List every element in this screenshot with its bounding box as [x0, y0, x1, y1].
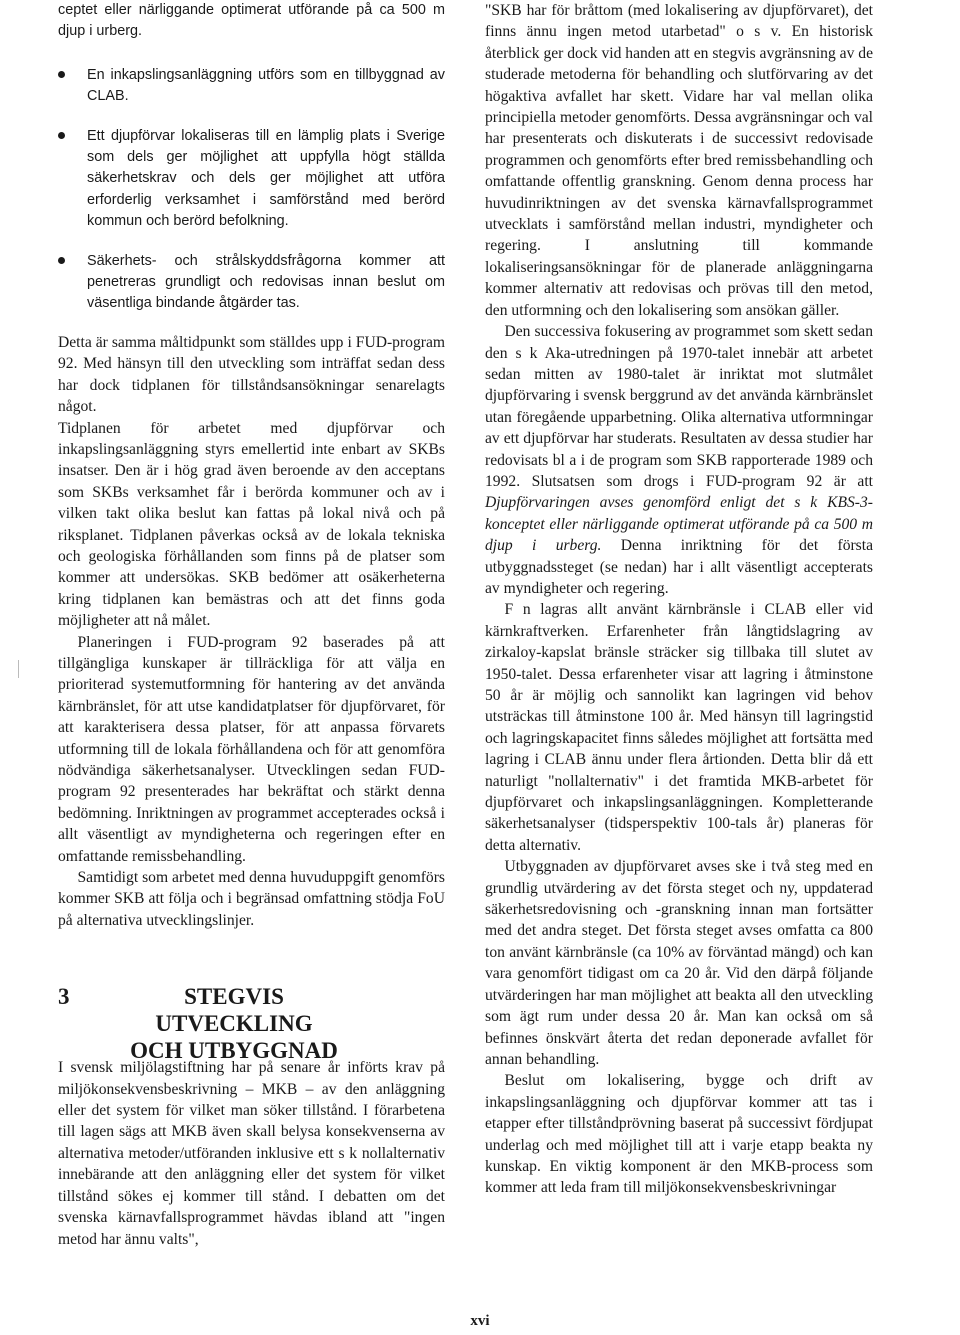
paragraph-text: Den successiva fokusering av programmet som skett sedan den s k Aka-utredningen på 1970-talet innebär att arbetet sedan mitten av 1980-talet är inriktat mot slutmålet djupförvaring i svensk berggrund av det använda kärnbränslet utan föregående upparbetning. Olika alternativa utformningar av ett djupförvar har studerats. Resultaten av dessa studier har redovisats bl a i de program som SKB rapporterade 1989 och 1992. Slutsatsen som drogs i FUD-program 92 är att: [485, 323, 873, 490]
bullet-icon: [58, 257, 65, 264]
paragraph: Samtidigt som arbetet med denna huvuduppgift genomförs kommer SKB att följa och i begränsad omfattning stödja FoU på alternativa utvecklingslinjer.: [58, 869, 445, 929]
section-title-line: OCH UTBYGGNAD: [130, 1038, 338, 1064]
paragraph: F n lagras allt använt kärnbränsle i CLAB eller vid kärnkraftverken. Erfarenheter från långtidslagring av zirkaloy-kapslat bränsle sträcker sig tillbaka till slutet av 1950-talet. Dessa erfarenheter visar att lagring i åtminstone 50 år är möjlig och sannolikt kan lagringen vid behov utsträckas till åtminstone 100 år. Med hänsyn till lagringstid och lagringskapacitet finns således möjlighet att fortsätta med lagring i CLAB ännu under flera årtionden. Detta blir då ett naturligt "nollalternativ" i det framtida MKB-arbetet för djupförvaret och inkapslingsanläggningen. Kompletterande säkerhetsanalyser (tidsperspektiv 100-tals år) planeras för detta alternativ.: [485, 601, 873, 854]
section-heading: [58, 983, 445, 1064]
list-item: [58, 251, 445, 315]
page-number: xvi: [470, 1313, 490, 1329]
list-item: [58, 65, 445, 108]
left-column: [58, 0, 445, 1250]
bullet-text: Säkerhets- och strålskyddsfrågorna kommer att penetreras grundligt och redovisas innan beslut om väsentliga bindande åtgärder tas.: [87, 252, 445, 312]
italic-conclusion: Djupförvaringen avses genomförd enligt det s k KBS-3-konceptet eller närliggande optimerat utförande på ca 500 m djup i urberg.: [485, 494, 873, 555]
section-title-line: STEGVIS UTVECKLING: [155, 984, 313, 1037]
section-number: 3: [58, 984, 70, 1010]
paragraph: I svensk miljölagstiftning har på senare år införts krav på miljökonsekvensbeskrivning – MKB – av den anläggning eller det system för vilket man söker tillstånd. I förarbetena till lagen sägs att MKB även skall belysa konsekvenserna av alternativa metoder/utföranden inklusive ett s k nollalternativ innebärande att den anläggning eller det system för vilket tillstånd sökes ej kommer till stånd. I debatten om det svenska kärnavfallsprogrammet hävdas ibland att "ingen metod har ännu valts",: [58, 1059, 445, 1248]
paragraph: "SKB har för bråttom (med lokalisering av djupförvaret), det finns ännu ingen metod utarbetad" o s v. En historisk återblick ger dock vid handen att en stegvis avgränsning av de studerade metoderna för behandling och slutförvaring av det högaktiva avfallet har skett. Vidare har val mellan olika principiella metoder genomförts. Dessa avgränsningar och val har presenterats och diskuterats i de successivt redovisade programmen och genomförts efter bred remissbehandling och omfattande offentlig granskning. Genom denna process har huvudinriktningen av det svenska kärnavfallsprogrammet utvecklats i samförstånd mellan industri, myndigheter och regering. I anslutning till kommande lokaliseringsansökningar för de planerade anläggningarna kommer alternativ att redovisas och prövas till den metod, den utformning och den lokalisering som ansökan gäller.: [485, 2, 873, 319]
scan-artifact: [18, 660, 19, 678]
paragraph: Beslut om lokalisering, bygge och drift av inkapslingsanläggning och djupförvar kommer att tas i etapper efter tillståndprövning baserat på successivt fördjupat underlag och med möjlighet till att i varje etapp beakta ny kunskap. En viktig komponent är den MKB-process som kommer att leda fram till miljökonsekvensbeskrivningar: [485, 1072, 873, 1197]
bullet-icon: [58, 132, 65, 139]
paragraph-text: Denna inriktning för det första utbyggnadssteget (se nedan) har i allt väsentligt accepterats av myndigheter och regering.: [485, 537, 874, 597]
bullet-text: En inkapslingsanläggning utförs som en tillbyggnad av CLAB.: [87, 66, 445, 105]
right-column: [485, 0, 873, 1199]
paragraph: [485, 321, 873, 599]
paragraph: Tidplanen för arbetet med djupförvar och inkapslingsanläggning styrs emellertid inte enbart av SKBs insatser. Den är i hög grad även beroende av den acceptans som SKBs verksamhet får i berörda kommuner och av i vilken takt olika beslut kan fattas på lokal nivå och på riksplanet. Tidplanen påverkas också av de lokala tekniska och geologiska förhållanden som finns på de platser som kommer att undersökas. SKB bedömer att osäkerheterna kring tidplanen kan bemästras och att det finns goda möjligheter att nå målet.: [58, 419, 445, 630]
bullet-icon: [58, 71, 65, 78]
list-item: [58, 126, 445, 233]
paragraph: Planeringen i FUD-program 92 baserades på att tillgängliga kunskaper är tillräckliga för att välja en prioriterad systemutformning för hantering av det använda kärnbränslet, för att utse kandidatplatser för djupförvaret, för att karakterisera dessa platser, för att anpassa förvarets utformning till de lokala förhållandena och för att genomföra nödvändiga säkerhetsanalyser. Utvecklingen sedan FUD-program 92 presenterades har bekräftat och stärkt denna bedömning. Inriktningen av programmet accepterades också i allt väsentligt av myndigheterna och regeringen efter en omfattande remissbehandling.: [58, 633, 445, 865]
section-title: [118, 983, 350, 1064]
intro-fragment: ceptet eller närliggande optimerat utförande på ca 500 m djup i urberg.: [58, 2, 445, 40]
paragraph: Detta är samma måltidpunkt som ställdes upp i FUD-program 92. Med hänsyn till den utveckling som inträffat sedan dess har dock tidplanen för tillståndsansökningar senarelagts något.: [58, 333, 445, 416]
paragraph: Utbyggnaden av djupförvaret avses ske i två steg med en grundlig utvärdering av det första steget och ny, uppdaterad säkerhetsredovisning och -granskning innan man fortsätter med det andra steget. Det första steget avses omfatta ca 800 ton använt kärnbränsle (ca 10% av förväntad mängd) och kan vara genomfört tidigast om ca 20 år. Vid den därpå följande utvärderingen har man möjlighet att beakta all den utveckling som ägt rum under dessa 20 år. Man kan också om så befinnes önskvärt återta det redan deponerade avfallet för annan behandling.: [485, 858, 873, 1068]
bullet-list: [58, 65, 445, 315]
bullet-text: Ett djupförvar lokaliseras till en lämplig plats i Sverige som dels ger möjlighet att uppfylla högt ställda säkerhetskrav och dels ger möjlighet att utföra erforderlig verksamhet i samförstånd med berörd kommun och berörd befolkning.: [87, 127, 445, 230]
